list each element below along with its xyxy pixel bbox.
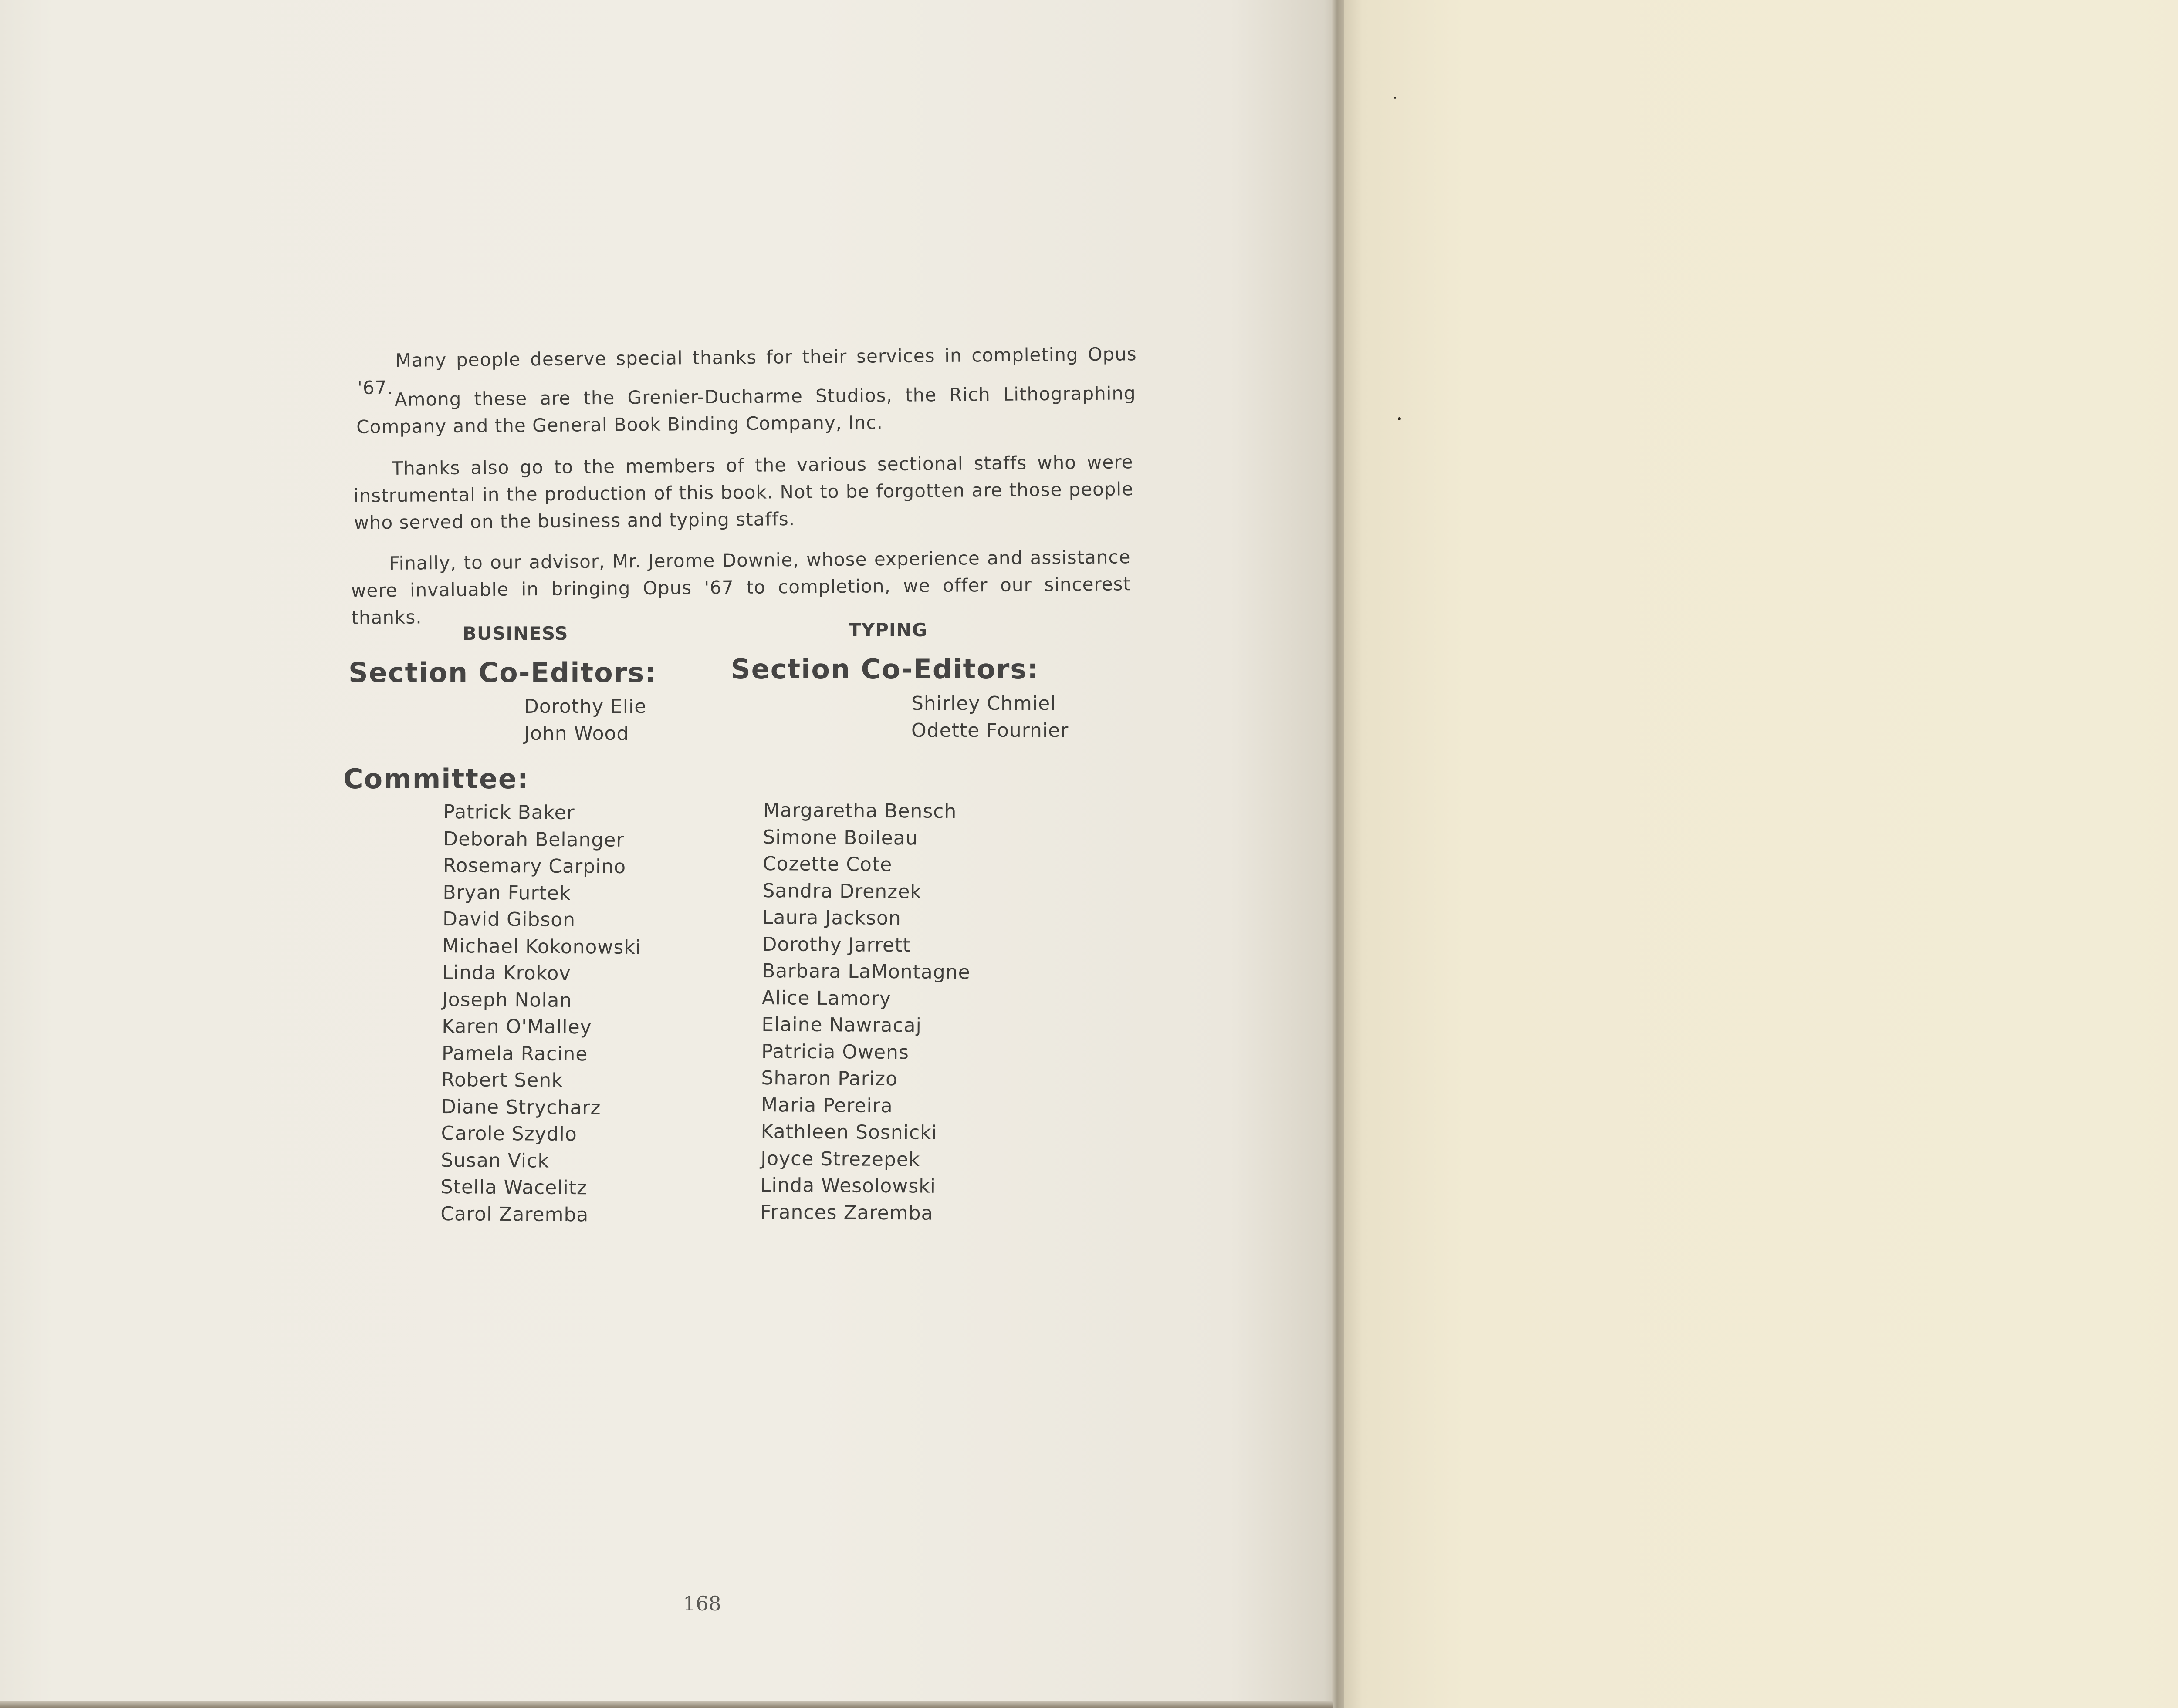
typing-committee-list xyxy=(760,797,971,1227)
business-coeditors-label: Section Co-Editors: xyxy=(348,657,656,689)
ack-paragraph-3: Thanks also go to the members of the various sectional staffs who were instrumental in the production of this book. Not to be forgotten are those people who served on the business and typing staffs. xyxy=(353,451,1134,533)
committee-member: Alice Lamory xyxy=(761,986,892,1010)
committee-member: Deborah Belanger xyxy=(443,827,625,851)
coeditor-name: Dorothy Elie xyxy=(524,695,647,718)
committee-member: Frances Zaremba xyxy=(760,1201,933,1225)
committee-member: Pamela Racine xyxy=(441,1042,588,1065)
business-committee-list xyxy=(440,799,642,1229)
committee-member: Stella Wacelitz xyxy=(440,1175,588,1199)
committee-member: Patrick Baker xyxy=(443,800,575,824)
committee-member: Kathleen Sosnicki xyxy=(761,1120,938,1144)
committee-member: Linda Krokov xyxy=(442,961,571,985)
committee-member: Margaretha Bensch xyxy=(763,799,957,823)
committee-member: Diane Strycharz xyxy=(441,1095,601,1119)
paper-speck xyxy=(1394,97,1396,99)
committee-member: Barbara LaMontagne xyxy=(762,959,971,984)
typing-coeditors-label: Section Co-Editors: xyxy=(731,653,1039,685)
committee-member: Susan Vick xyxy=(441,1149,549,1172)
committee-member: Simone Boileau xyxy=(763,826,918,849)
coeditor-name: Odette Fournier xyxy=(911,719,1069,742)
committee-member: Carole Szydlo xyxy=(441,1122,577,1146)
committee-member: Joseph Nolan xyxy=(442,988,572,1012)
committee-member: Rosemary Carpino xyxy=(443,854,626,878)
right-page-blank xyxy=(1337,0,2178,1708)
committee-member: Bryan Furtek xyxy=(443,881,571,905)
committee-member: Maria Pereira xyxy=(761,1094,893,1117)
ack-paragraph-1: Many people deserve special thanks for their services in completing Opus '67. xyxy=(357,343,1137,398)
committee-member: Carol Zaremba xyxy=(440,1202,589,1226)
page-number: 168 xyxy=(683,1592,721,1615)
business-coeditors-list xyxy=(524,693,646,747)
committee-member: Cozette Cote xyxy=(762,852,893,876)
page-bottom-edge xyxy=(0,1701,1333,1708)
committee-member: Karen O'Malley xyxy=(442,1015,592,1039)
paper-speck xyxy=(1398,417,1401,420)
committee-member: Joyce Strezepek xyxy=(761,1147,920,1171)
committee-member: Patricia Owens xyxy=(761,1040,910,1063)
committee-member: Laura Jackson xyxy=(762,906,901,930)
coeditor-name: Shirley Chmiel xyxy=(911,692,1056,715)
committee-member: David Gibson xyxy=(442,908,576,932)
typing-heading: TYPING xyxy=(849,619,928,641)
typing-coeditors-list xyxy=(911,690,1069,744)
committee-member: Michael Kokonowski xyxy=(442,935,642,959)
ack-paragraph-2: Among these are the Grenier-Ducharme Studios, the Rich Lithographing Company and the General Book Binding Company, Inc. xyxy=(356,382,1136,438)
committee-member: Robert Senk xyxy=(441,1068,563,1092)
coeditor-name: John Wood xyxy=(524,722,629,745)
committee-member: Linda Wesolowski xyxy=(760,1174,937,1198)
book-gutter xyxy=(1331,0,1344,1708)
ack-paragraph-4: Finally, to our advisor, Mr. Jerome Downie, whose experience and assistance were invaluable in bringing Opus '67 to completion, we offer our sincerest thanks. xyxy=(351,546,1131,628)
committee-member: Sandra Drenzek xyxy=(762,879,922,903)
committee-member: Sharon Parizo xyxy=(761,1067,898,1090)
committee-label: Committee: xyxy=(343,763,529,795)
committee-member: Elaine Nawracaj xyxy=(761,1013,922,1037)
business-heading: BUSINESS xyxy=(463,623,568,644)
committee-member: Dorothy Jarrett xyxy=(762,933,911,956)
